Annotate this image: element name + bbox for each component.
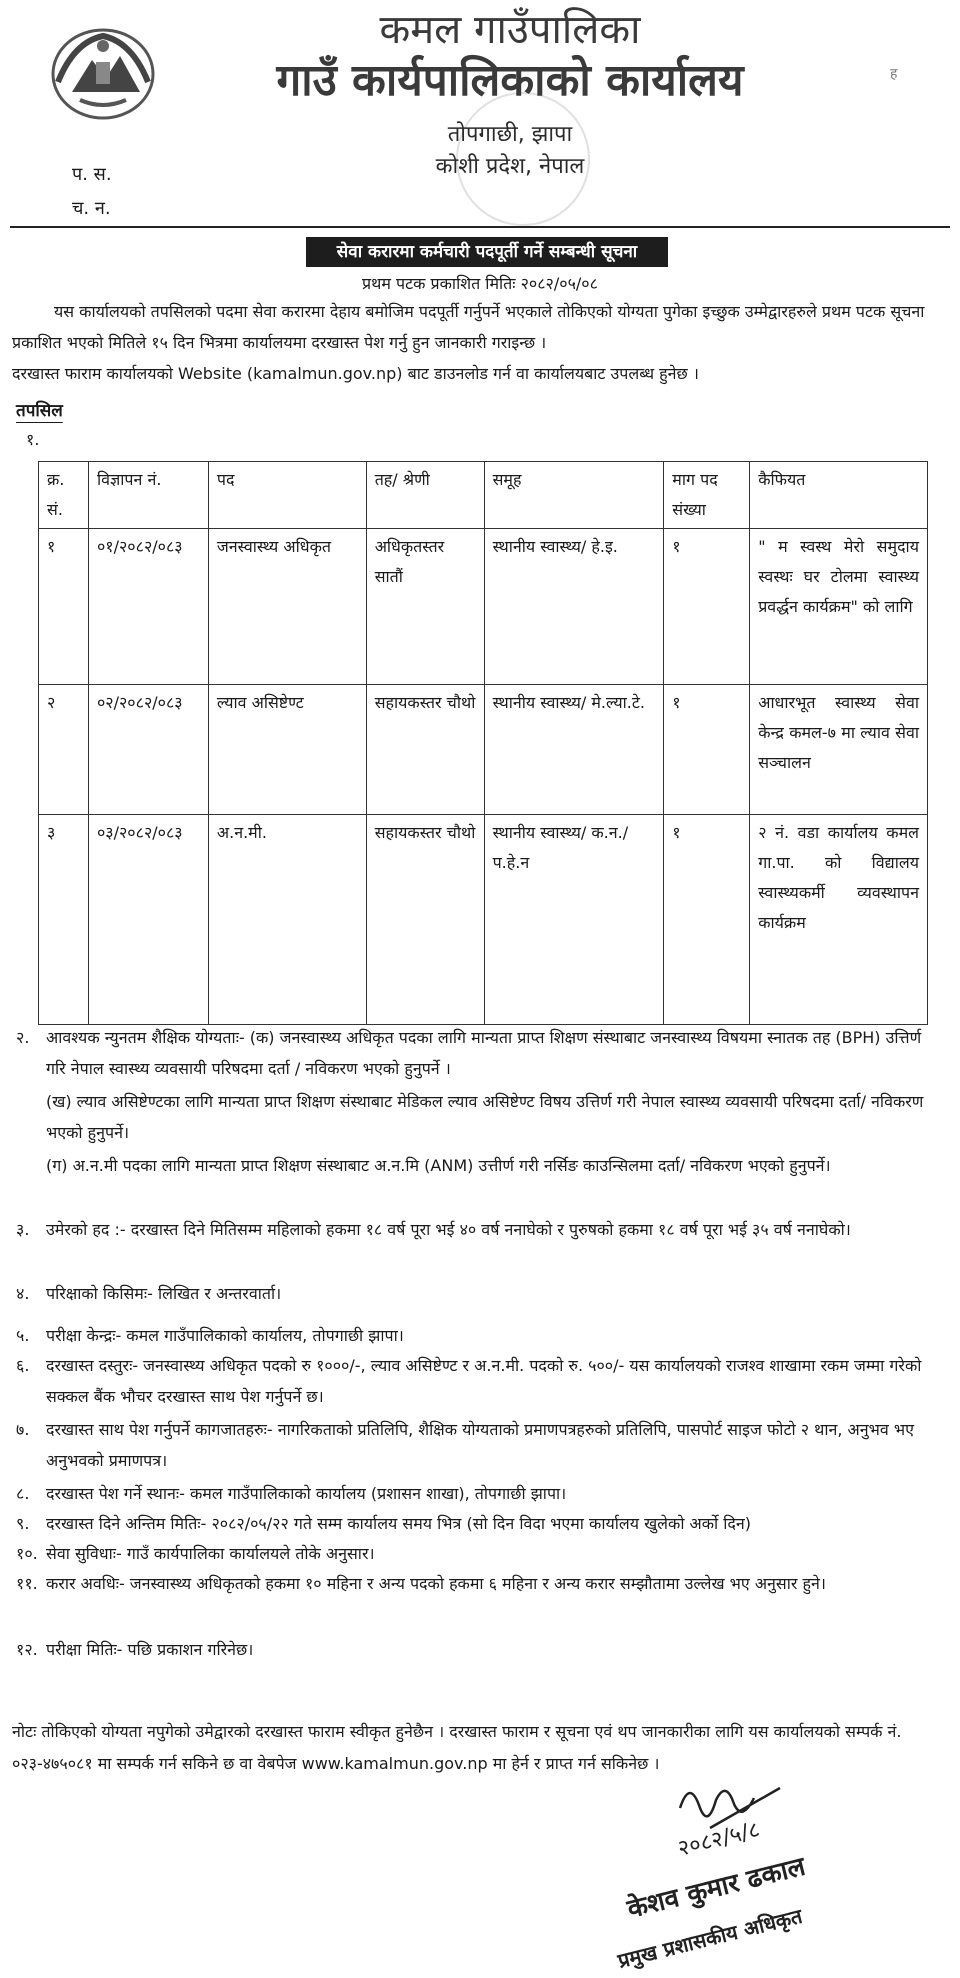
reference-ps: प. स. (72, 164, 112, 185)
clause-number: २. (16, 1028, 30, 1047)
nepal-government-emblem-icon (44, 22, 162, 122)
header-level: तह/ श्रेणी (366, 462, 484, 529)
clause-number: १२. (16, 1640, 38, 1659)
clause-number: ४. (16, 1284, 30, 1303)
cell-ad-no: ०२/२०८२/०८३ (88, 685, 208, 815)
cell-post: जनस्वास्थ्य अधिकृत (208, 529, 366, 685)
cell-ad-no: ०३/२०८२/०८३ (88, 815, 208, 1025)
clause-text: (ग) अ.न.मी पदका लागि मान्यता प्राप्त शिक्षण संस्थाबाट अ.न.मि (ANM) उत्तीर्ण गरी नर्सिङ काउन्सिलमा दर्ता/ नविकरण भएको हुनुपर्ने। (46, 1156, 831, 1175)
cell-count: १ (664, 815, 750, 1025)
cell-post: अ.न.मी. (208, 815, 366, 1025)
clause-age (10, 1214, 942, 1245)
clause-number: ९. (16, 1514, 30, 1533)
clause-exam-date (10, 1634, 942, 1665)
cell-remarks: आधारभूत स्वास्थ्य सेवा केन्द्र कमल-७ मा ल्याव सेवा सञ्चालन (750, 685, 928, 815)
clause-number: ६. (16, 1356, 30, 1375)
publication-date: प्रथम पटक प्रकाशित मितिः २०८२/०५/०८ (362, 274, 598, 293)
svg-text:केशव कुमार ढकाल: केशव कुमार ढकाल (624, 1851, 809, 1925)
clause-number: ५. (16, 1326, 30, 1345)
clause-text: परीक्षा केन्द्रः- कमल गाउँपालिकाको कार्यालय, तोपगाछी झापा। (46, 1326, 404, 1345)
cell-level: सहायकस्तर चौथो (366, 815, 484, 1025)
clause-qualification-b (10, 1086, 942, 1148)
cell-remarks: २ नं. वडा कार्यालय कमल गा.पा. को विद्यालय स्वास्थ्यकर्मी व्यवस्थापन कार्यक्रम (750, 815, 928, 1025)
office-name: गाउँ कार्यपालिकाको कार्यालय (276, 55, 744, 106)
clause-deadline (10, 1508, 942, 1539)
clause-exam-centre (10, 1320, 942, 1351)
clause-fee (10, 1350, 942, 1412)
cell-sn: ३ (39, 815, 89, 1025)
clause-text: परीक्षा मितिः- पछि प्रकाशन गरिनेछ। (46, 1640, 254, 1659)
cell-sn: २ (39, 685, 89, 815)
clause-number: ८. (16, 1484, 30, 1503)
clause-exam-type (10, 1278, 942, 1309)
cell-level: अधिकृतस्तर सातौं (366, 529, 484, 685)
cell-sn: १ (39, 529, 89, 685)
clause-documents (10, 1414, 942, 1476)
clause-text: दरखास्त पेश गर्ने स्थानः- कमल गाउँपालिकाको कार्यालय (प्रशासन शाखा), तोपगाछी झापा। (46, 1484, 567, 1503)
cell-level: सहायकस्तर चौथो (366, 685, 484, 815)
vacancy-table (38, 461, 928, 1025)
table-row (39, 529, 928, 685)
cell-group: स्थानीय स्वास्थ्य/ हे.इ. (484, 529, 664, 685)
cell-group: स्थानीय स्वास्थ्य/ क.न./ प.हे.न (484, 815, 664, 1025)
clause-submission-place (10, 1478, 942, 1509)
clause-number: ३. (16, 1220, 30, 1239)
section-number: १. (26, 430, 40, 449)
header-group: समूह (484, 462, 664, 529)
clause-text: दरखास्त दिने अन्तिम मितिः- २०८२/०५/२२ गते सम्म कार्यालय समय भित्र (सो दिन विदा भएमा कार्यालय खुलेको अर्को दिन) (46, 1514, 752, 1533)
cell-remarks: " म स्वस्थ मेरो समुदाय स्वस्थः घर टोलमा स्वास्थ्य प्रवर्द्धन कार्यक्रम" को लागि (750, 529, 928, 685)
header-remarks: कैफियत (750, 462, 928, 529)
header-divider (10, 226, 950, 228)
clause-text: करार अवधिः- जनस्वास्थ्य अधिकृतको हकमा १० महिना र अन्य पदको हकमा ६ महिना र अन्य करार सम्झौतामा उल्लेख भए अनुसार हुने। (46, 1574, 826, 1593)
letterhead (250, 6, 770, 182)
clause-text: (ख) ल्याव असिष्टेण्टका लागि मान्यता प्राप्त शिक्षण संस्थाबाट मेडिकल ल्याव असिष्टेण्ट विषय उत्तिर्ण गरी नेपाल स्वास्थ्य व्यवसायी परिषदमा दर्ता/ नविकरण भएको हुनुपर्ने। (46, 1092, 924, 1142)
reference-cn: च. न. (72, 198, 111, 219)
notice-title: सेवा करारमा कर्मचारी पदपूर्ती गर्ने सम्बन्धी सूचना (306, 237, 668, 267)
clause-text: दरखास्त साथ पेश गर्नुपर्ने कागजातहरुः- नागरिकताको प्रतिलिपि, शैक्षिक योग्यताको प्रमाणपत्रहरुको प्रतिलिपि, पासपोर्ट साइज फोटो २ थान, अनुभव भए अनुभवको प्रमाणपत्र। (46, 1420, 914, 1470)
header-count: माग पद संख्या (664, 462, 750, 529)
cell-post: ल्याव असिष्टेण्ट (208, 685, 366, 815)
table-row (39, 685, 928, 815)
notice-intro: यस कार्यालयको तपसिलको पदमा सेवा करारमा देहाय बमोजिम पदपूर्ती गर्नुपर्ने भएकाले तोकिएको योग्यता पुगेका इच्छुक उम्मेद्वारहरुले प्रथम पटक सूचना प्रकाशित भएको मितिले १५ दिन भित्रमा कार्यालयमा दरखास्त पेश गर्नु हुन जानकारी गराइन्छ । (12, 302, 925, 352)
clause-text: दरखास्त दस्तुरः- जनस्वास्थ्य अधिकृत पदको रु १०००/-, ल्याव असिष्टेण्ट र अ.न.मी. पदको रु. ५००/- यस कार्यालयको राजश्व शाखामा रकम जम्मा गरेको सक्कल बैंक भौचर दरखास्त साथ पेश गर्नुपर्ने छ। (46, 1356, 922, 1406)
header-serial: क्र. सं. (39, 462, 89, 529)
corner-mark: ह (890, 66, 898, 82)
header-ad-no: विज्ञापन नं. (88, 462, 208, 529)
cell-ad-no: ०१/२०८२/०८३ (88, 529, 208, 685)
cell-count: १ (664, 685, 750, 815)
clause-text: परिक्षाको किसिमः- लिखित र अन्तरवार्ता। (46, 1284, 282, 1303)
clause-text: उमेरको हद :- दरखास्त दिने मितिसम्म महिलाको हकमा १८ वर्ष पूरा भई ४० वर्ष ननाघेको र पुरुषको हकमा १८ वर्ष पूरा भई ३५ वर्ष ननाघेको। (46, 1220, 851, 1239)
notice-footnote: नोटः तोकिएको योग्यता नपुगेको उमेद्वारको दरखास्त फाराम स्वीकृत हुनेछैन । दरखास्त फाराम र सूचना एवं थप जानकारीका लागि यस कार्यालयको सम्पर्क नं. ०२३-४७५०८१ मा सम्पर्क गर्न सकिने छ वा वेबपेज www.kamalmun.gov.np मा हेर्न र प्राप्त गर्न सकिनेछ । (12, 1722, 902, 1773)
section-label: तपसिल (16, 401, 63, 421)
svg-text:२०८२/५/८: २०८२/५/८ (675, 1817, 763, 1862)
clause-text: आवश्यक न्युनतम शैक्षिक योग्यताः- (क) जनस्वास्थ्य अधिकृत पदका लागि मान्यता प्राप्त शिक्षण संस्थाबाट जनस्वास्थ्य विषयमा स्नातक तह (BPH) उत्तिर्ण गरि नेपाल स्वास्थ्य व्यवसायी परिषदमा दर्ता / नविकरण भएको हुनुपर्ने । (46, 1028, 922, 1078)
clause-number: ११. (16, 1574, 38, 1593)
clause-contract-period (10, 1568, 942, 1599)
cell-group: स्थानीय स्वास्थ्य/ मे.ल्या.टे. (484, 685, 664, 815)
clause-number: ७. (16, 1420, 30, 1439)
table-header-row (39, 462, 928, 529)
clause-qualification (10, 1022, 942, 1084)
clause-qualification-c (10, 1150, 942, 1181)
clause-number: १०. (16, 1544, 38, 1563)
province-country: कोशी प्रदेश, नेपाल (435, 154, 585, 179)
svg-text:प्रमुख प्रशासकीय अधिकृत: प्रमुख प्रशासकीय अधिकृत (615, 1903, 805, 1973)
office-address: तोपगाछी, झापा (447, 122, 573, 147)
municipality-name: कमल गाउँपालिका (379, 7, 641, 53)
header-post: पद (208, 462, 366, 529)
table-row (39, 815, 928, 1025)
clause-text: सेवा सुविधाः- गाउँ कार्यपालिका कार्यालयले तोके अनुसार। (46, 1544, 375, 1563)
form-download-info: दरखास्त फाराम कार्यालयको Website (kamalmun.gov.np) बाट डाउनलोड गर्न वा कार्यालयबाट उपलब्ध हुनेछ । (12, 364, 699, 383)
cell-count: १ (664, 529, 750, 685)
clause-facilities (10, 1538, 942, 1569)
signature-stamp-icon (560, 1768, 950, 1978)
